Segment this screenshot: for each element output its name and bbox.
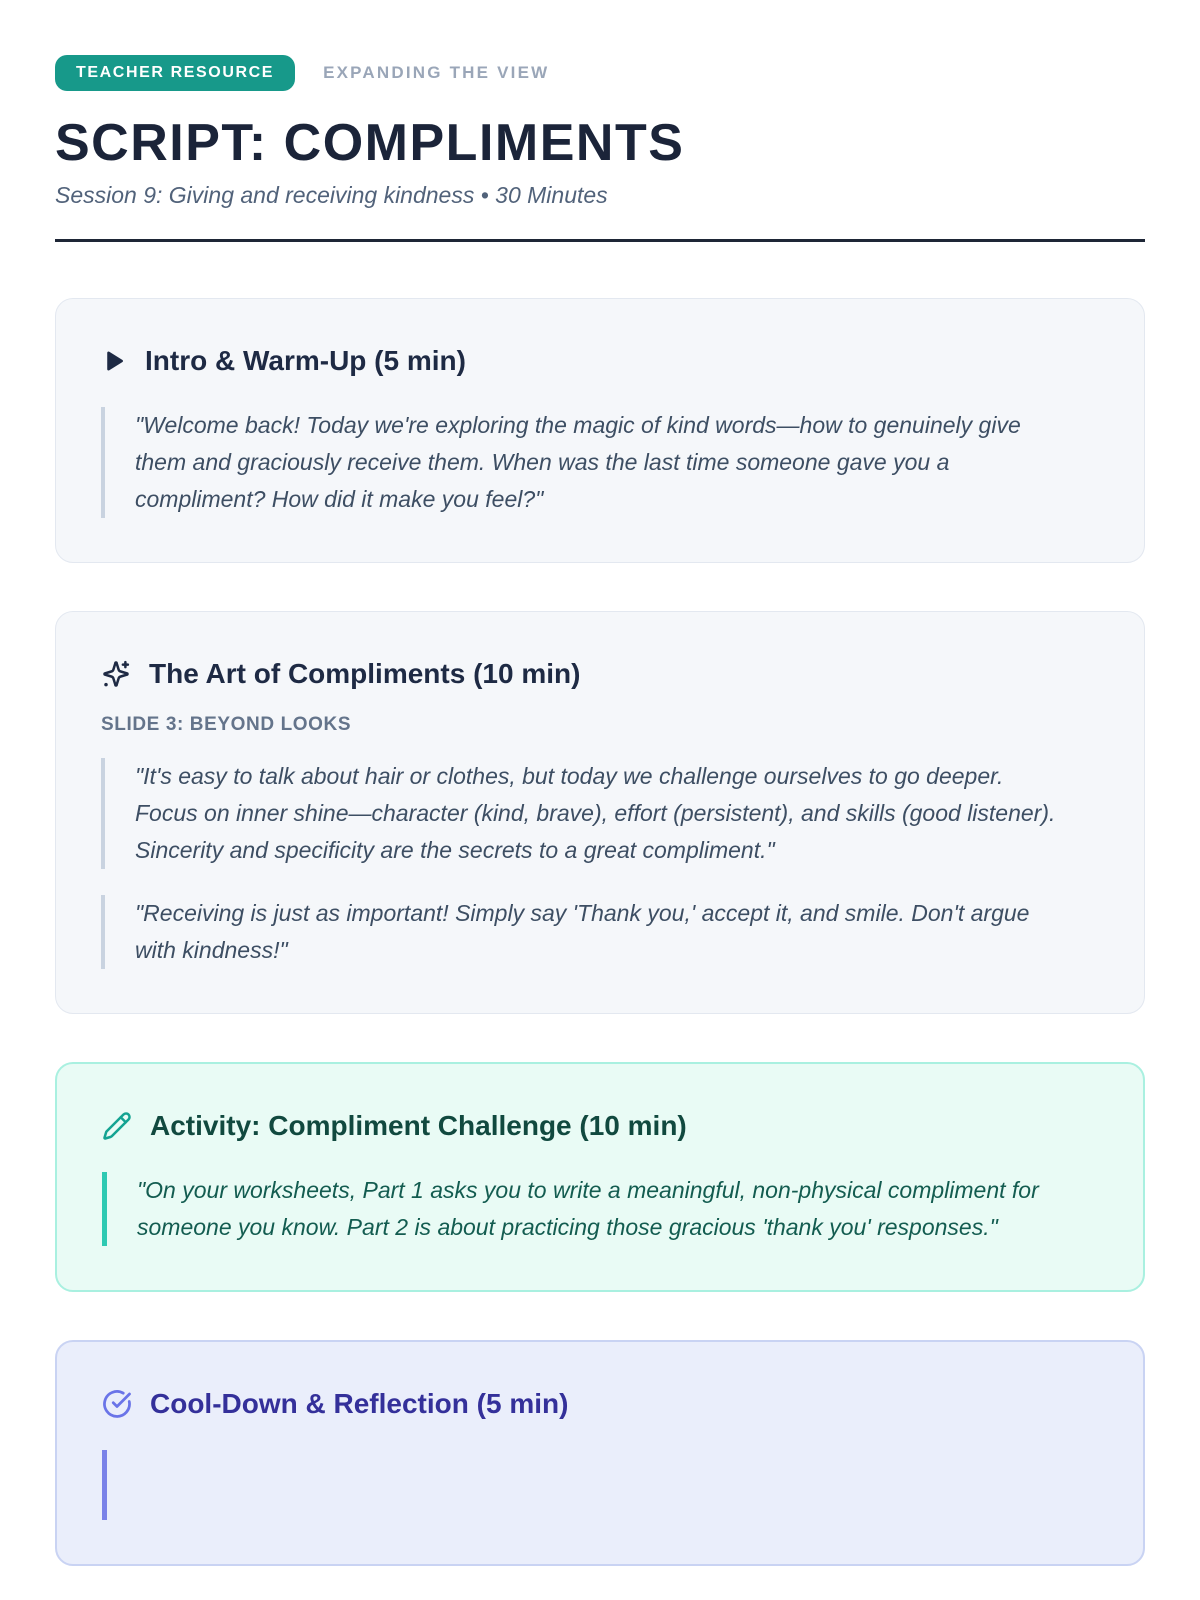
section-heading-row	[102, 1388, 1098, 1420]
section-cool-down-reflection	[55, 1340, 1145, 1566]
section-heading-text: Intro & Warm-Up (5 min)	[145, 345, 466, 377]
section-heading-text: The Art of Compliments (10 min)	[149, 658, 581, 690]
section-heading-row	[102, 1110, 1098, 1142]
page-title: SCRIPT: COMPLIMENTS	[55, 114, 685, 172]
section-heading-row	[101, 345, 1099, 377]
pencil-icon	[102, 1111, 132, 1141]
section-heading-row	[101, 658, 1099, 690]
script-quote: "Receiving is just as important! Simply say 'Thank you,' accept it, and smile. Don't argue with kindness!"	[101, 895, 1066, 969]
section-art-of-compliments	[55, 611, 1145, 1014]
section-heading-text: Activity: Compliment Challenge (10 min)	[150, 1110, 687, 1142]
program-eyebrow: EXPANDING THE VIEW	[323, 63, 550, 82]
header-badge-row	[55, 55, 1145, 91]
section-heading-text: Cool-Down & Reflection (5 min)	[150, 1388, 569, 1420]
check-circle-icon	[102, 1389, 132, 1419]
script-quote: "Welcome back! Today we're exploring the magic of kind words—how to genuinely give them and graciously receive them. When was the last time someone gave you a compliment? How did it make you feel?"	[101, 407, 1066, 518]
sparkles-icon	[101, 659, 131, 689]
script-quote: "On your worksheets, Part 1 asks you to write a meaningful, non-physical compliment for someone you know. Part 2 is about practicing those gracious 'thank you' responses."	[102, 1172, 1067, 1246]
session-subtitle: Session 9: Giving and receiving kindness • 30 Minutes	[55, 182, 608, 209]
script-quote: "It's easy to talk about hair or clothes, but today we challenge ourselves to go deeper. Focus on inner shine—character (kind, brave), effort (persistent), and skills (good listener). Sincerity and specificity are the secrets to a great compliment."	[101, 758, 1066, 869]
play-icon	[101, 348, 127, 374]
header-divider	[55, 239, 1145, 242]
script-quote	[102, 1450, 1067, 1520]
slide-label: SLIDE 3: BEYOND LOOKS	[101, 714, 352, 736]
section-activity-challenge	[55, 1062, 1145, 1292]
section-intro-warm-up	[55, 298, 1145, 563]
teacher-resource-badge: TEACHER RESOURCE	[55, 55, 295, 91]
